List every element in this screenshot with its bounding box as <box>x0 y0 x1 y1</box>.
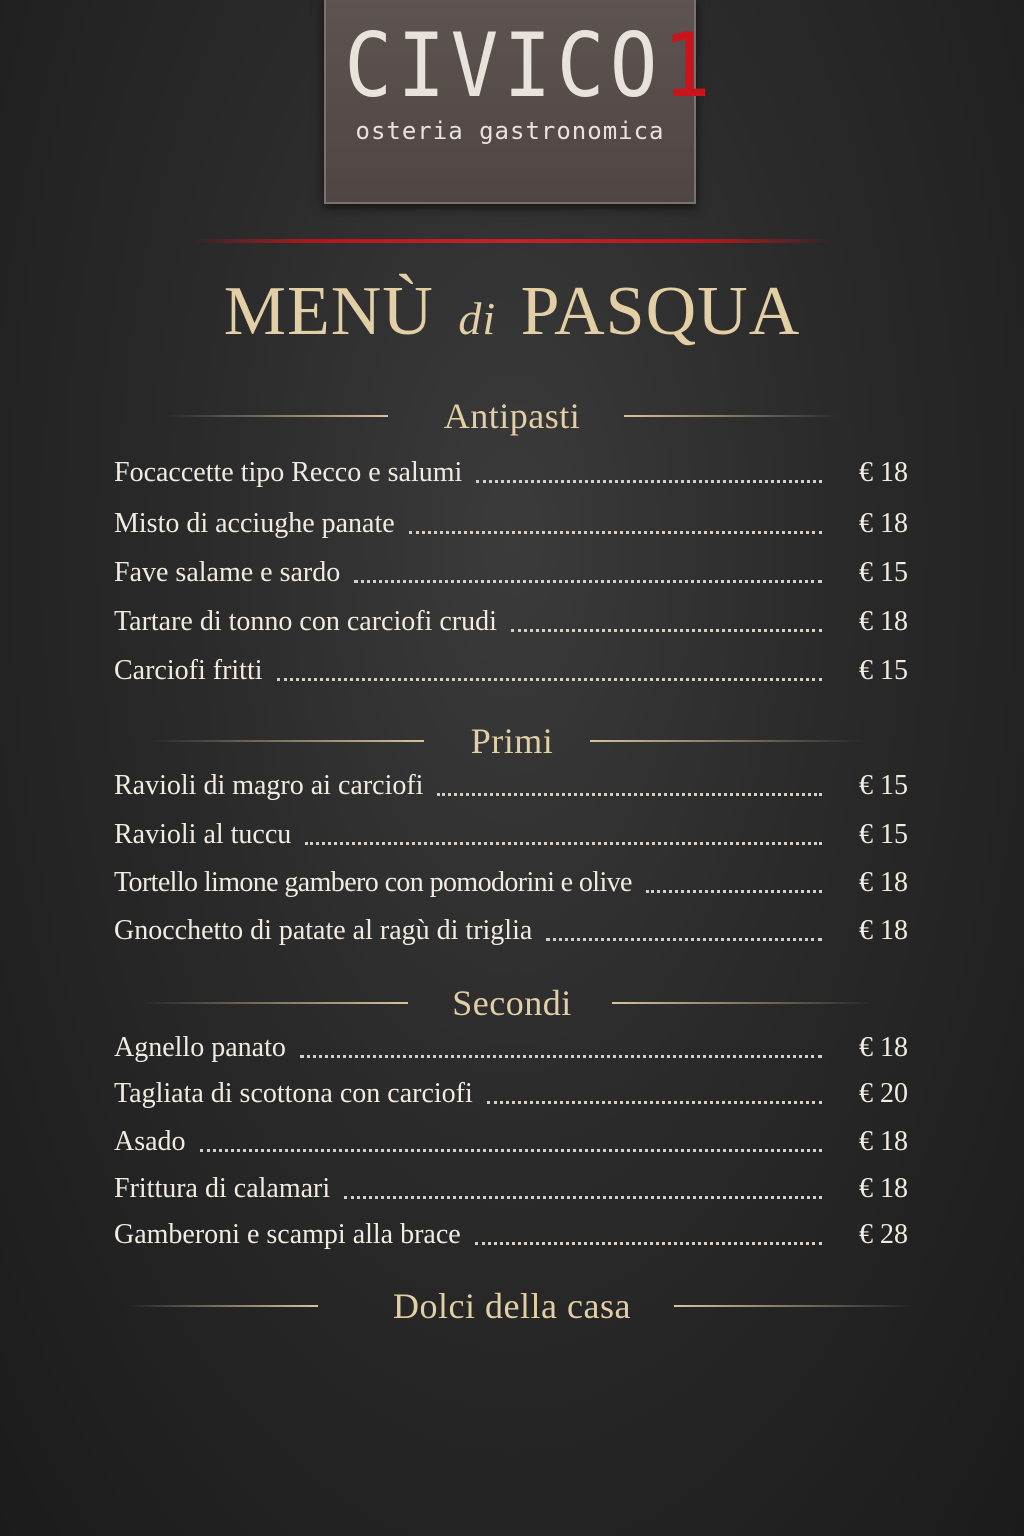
section-rule-right <box>590 740 862 742</box>
menu-item <box>114 1171 908 1207</box>
item-leader-dots <box>354 578 822 583</box>
item-leader-dots <box>475 1240 822 1245</box>
item-leader-dots <box>409 529 822 534</box>
item-name: Focaccette tipo Recco e salumi <box>114 457 463 488</box>
item-name: Gnocchetto di patate al ragù di triglia <box>114 915 533 946</box>
item-leader-dots <box>305 840 822 845</box>
item-price: € 15 <box>859 655 908 686</box>
item-name: Agnello panato <box>114 1032 286 1063</box>
item-name: Tagliata di scottona con carciofi <box>114 1078 473 1109</box>
menu-item <box>114 817 908 853</box>
item-price: € 18 <box>859 915 908 946</box>
item-price: € 18 <box>859 457 908 488</box>
item-leader-dots <box>437 791 822 796</box>
menu-item <box>114 1076 908 1112</box>
menu-item <box>114 455 908 491</box>
item-leader-dots <box>344 1194 822 1199</box>
item-price: € 18 <box>859 867 908 898</box>
item-price: € 15 <box>859 819 908 850</box>
menu-item <box>114 865 908 901</box>
item-name: Misto di acciughe panate <box>114 508 395 539</box>
item-leader-dots <box>546 936 822 941</box>
item-price: € 20 <box>859 1078 908 1109</box>
section-title: Secondi <box>452 983 572 1023</box>
section-header-primi <box>0 719 1024 763</box>
title-di: di <box>458 293 497 344</box>
title-tail: PASQUA <box>520 273 801 350</box>
item-leader-dots <box>511 627 822 632</box>
red-divider <box>190 239 834 243</box>
item-name: Tartare di tonno con carciofi crudi <box>114 606 497 637</box>
item-leader-dots <box>200 1147 822 1152</box>
item-name: Fave salame e sardo <box>114 557 341 588</box>
item-name: Ravioli di magro ai carciofi <box>114 770 424 801</box>
item-price: € 15 <box>859 770 908 801</box>
menu-item <box>114 506 908 542</box>
logo-name-number: 1 <box>662 14 716 117</box>
item-name: Tortello limone gambero con pomodorini e olive <box>114 867 632 898</box>
section-rule-right <box>612 1002 874 1004</box>
menu-item <box>114 1124 908 1160</box>
menu-item <box>114 604 908 640</box>
menu-item <box>114 913 908 949</box>
item-leader-dots <box>476 478 822 483</box>
item-name: Ravioli al tuccu <box>114 819 292 850</box>
logo-name <box>344 14 716 117</box>
item-price: € 18 <box>859 1126 908 1157</box>
item-price: € 18 <box>859 508 908 539</box>
title-main: MENÙ <box>223 273 434 350</box>
item-price: € 18 <box>859 606 908 637</box>
section-title: Primi <box>470 721 554 761</box>
section-header-antipasti <box>0 394 1024 438</box>
item-leader-dots <box>277 676 822 681</box>
menu-item <box>114 555 908 591</box>
menu-item <box>114 1030 908 1066</box>
section-header-secondi <box>0 981 1024 1025</box>
menu-item <box>114 768 908 804</box>
item-leader-dots <box>487 1099 822 1104</box>
menu-item <box>114 1217 908 1253</box>
section-title: Antipasti <box>443 396 581 436</box>
item-price: € 18 <box>859 1032 908 1063</box>
restaurant-logo <box>324 0 716 204</box>
item-leader-dots <box>300 1053 822 1058</box>
section-rule-right <box>624 415 838 417</box>
menu-item <box>114 653 908 689</box>
item-name: Frittura di calamari <box>114 1173 331 1204</box>
section-title: Dolci della casa <box>393 1286 631 1326</box>
item-price: € 15 <box>859 557 908 588</box>
logo-name-text: CIVICO <box>344 14 663 117</box>
item-price: € 28 <box>859 1219 908 1250</box>
item-name: Carciofi fritti <box>114 655 263 686</box>
item-price: € 18 <box>859 1173 908 1204</box>
section-rule-right <box>674 1305 914 1307</box>
section-header-dolci <box>0 1284 1024 1328</box>
menu-title <box>0 272 1024 359</box>
logo-subtitle: osteria gastronomica <box>355 117 665 145</box>
item-leader-dots <box>646 888 822 893</box>
item-name: Gamberoni e scampi alla brace <box>114 1219 461 1250</box>
item-name: Asado <box>114 1126 186 1157</box>
